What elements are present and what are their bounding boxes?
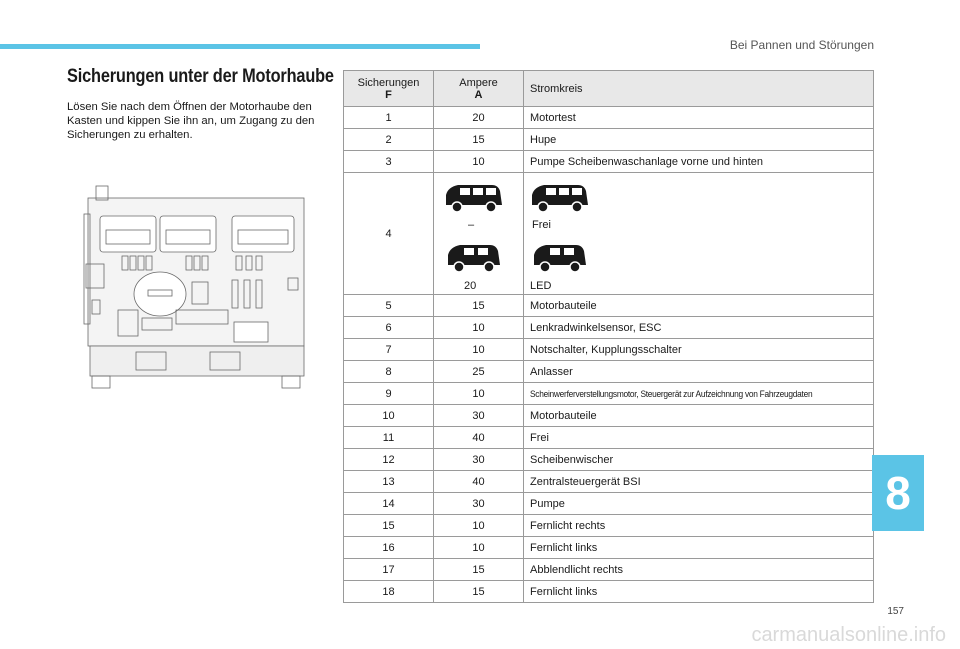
table-row: 13 40 Zentralsteuergerät BSI — [344, 471, 874, 493]
watermark: carmanualsonline.info — [751, 624, 946, 646]
table-row: 1 20 Motortest — [344, 107, 874, 129]
col-ampere-sub: A — [474, 88, 483, 101]
table-row: 17 15 Abblendlicht rechts — [344, 559, 874, 581]
table-row: 18 15 Fernlicht links — [344, 581, 874, 603]
fuse-table — [343, 70, 874, 603]
table-row: 8 25 Anlasser — [344, 361, 874, 383]
fuse4-circuit-2: LED — [530, 280, 552, 292]
table-row: 4 – 20 Frei LED — [344, 173, 874, 295]
col-fuse-header: Sicherungen F — [344, 71, 434, 107]
table-row: 11 40 Frei — [344, 427, 874, 449]
fuse4-circuit-1: Frei — [532, 219, 551, 231]
fuse-box-diagram — [82, 184, 314, 392]
col-ampere-header: Ampere A — [434, 71, 524, 107]
table-row: 3 10 Pumpe Scheibenwaschanlage vorne und hinten — [344, 151, 874, 173]
section-title: Bei Pannen und Störungen — [729, 38, 874, 52]
table-row: 10 30 Motorbauteile — [344, 405, 874, 427]
fuse4-ampere-1: – — [468, 219, 475, 231]
page-title: Sicherungen unter der Motorhaube — [67, 66, 334, 87]
table-row: 2 15 Hupe — [344, 129, 874, 151]
page-number: 157 — [887, 606, 904, 617]
table-row: 14 30 Pumpe — [344, 493, 874, 515]
accent-bar — [0, 44, 480, 49]
van-long-icon — [442, 181, 506, 215]
van-short-icon — [528, 241, 592, 275]
table-header-row — [344, 71, 874, 107]
col-fuse-sub: F — [385, 88, 392, 101]
col-circuit-header: Stromkreis — [524, 71, 874, 107]
table-row: 15 10 Fernlicht rechts — [344, 515, 874, 537]
fuse4-ampere-2: 20 — [464, 280, 477, 292]
table-row: 5 15 Motorbauteile — [344, 295, 874, 317]
chapter-tab: 8 — [872, 455, 924, 531]
intro-text: Lösen Sie nach dem Öffnen der Motorhaube den Kasten und kippen Sie ihn an, um Zugang zu den Sicherungen zu erhalten. — [67, 101, 315, 141]
table-row: 7 10 Notschalter, Kupplungsschalter — [344, 339, 874, 361]
table-row: 6 10 Lenkradwinkelsensor, ESC — [344, 317, 874, 339]
table-row: 16 10 Fernlicht links — [344, 537, 874, 559]
table-row: 9 10 Scheinwerferverstellungsmotor, Steuergerät zur Aufzeichnung von Fahrzeugdaten — [344, 383, 874, 405]
van-long-icon — [528, 181, 592, 215]
van-short-icon — [442, 241, 506, 275]
table-row: 12 30 Scheibenwischer — [344, 449, 874, 471]
